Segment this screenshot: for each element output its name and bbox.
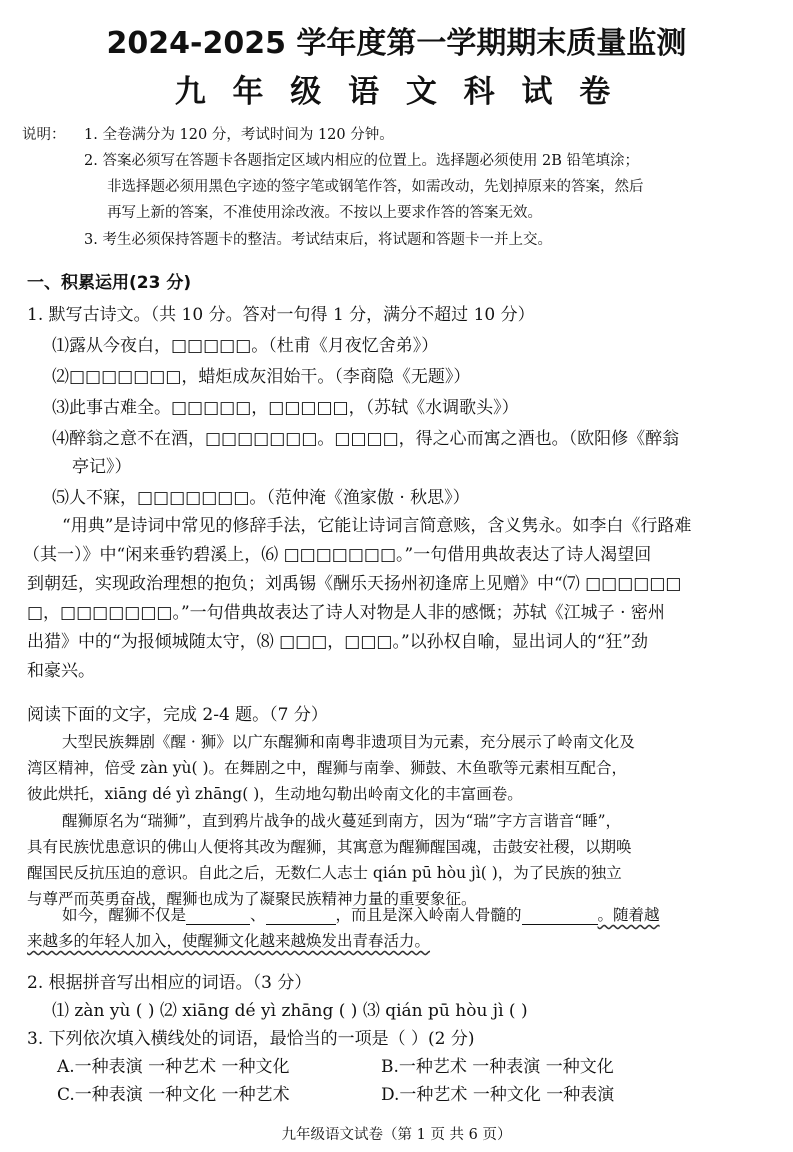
question-3-option-b: B.一种艺术 一种表演 一种文化 bbox=[381, 1057, 614, 1077]
instruction-item-1: 1. 全卷满分为 120 分，考试时间为 120 分钟。 bbox=[84, 127, 394, 143]
exam-title: 2024-2025 学年度第一学期期末质量监测 bbox=[106, 26, 687, 61]
exam-subtitle: 九 年 级 语 文 科 试 卷 bbox=[174, 74, 619, 110]
instruction-item-2-line-1: 2. 答案必须写在答题卡各题指定区域内相应的位置上。选择题必须使用 2B 铅笔填涂； bbox=[84, 153, 640, 169]
question-3-stem: 3. 下列依次填入横线处的词语，最恰当的一项是（ ）(2 分) bbox=[27, 1029, 475, 1049]
allusion-paragraph-line-5: 出猎》中的“为报倾城随太守，⑻ □□□，□□□。”以孙权自喻，显出词人的“狂”劲 bbox=[27, 632, 649, 652]
reading-p1-line-1: 大型民族舞剧《醒 · 狮》以广东醒狮和南粤非遗项目为元素，充分展示了岭南文化及 bbox=[62, 733, 635, 751]
allusion-paragraph-line-4: □，□□□□□□□。”一句借典故表达了诗人对物是人非的感慨；苏轼《江城子 · 密州 bbox=[27, 603, 665, 623]
allusion-paragraph-line-3: 到朝廷，实现政治理想的抱负；刘禹锡《酬乐天扬州初逢席上见赠》中“⑺ □□□□□□ bbox=[27, 574, 682, 594]
fill-blank-1[interactable] bbox=[186, 906, 250, 925]
poem-line-2: ⑵□□□□□□□，蜡炬成灰泪始干。（李商隐《无题》） bbox=[52, 367, 471, 387]
reading-p3-text-c: 。随着越 bbox=[597, 906, 660, 924]
reading-p2-line-4: 与尊严而英勇奋战，醒狮也成为了凝聚民族精神力量的重要象征。 bbox=[27, 890, 477, 908]
poem-line-3: ⑶此事古难全。□□□□□，□□□□□，（苏轼《水调歌头》） bbox=[52, 398, 519, 418]
instruction-item-3: 3. 考生必须保持答题卡的整洁。考试结束后，将试题和答题卡一并上交。 bbox=[84, 232, 552, 248]
instruction-item-2-line-3: 再写上新的答案，不准使用涂改液。不按以上要求作答的答案无效。 bbox=[107, 205, 542, 221]
reading-p3-line-1 bbox=[62, 903, 660, 925]
question-3-option-c: C.一种表演 一种文化 一种艺术 bbox=[57, 1085, 290, 1105]
reading-p1-line-2: 湾区精神，倍受 zàn yù( )。在舞剧之中，醒狮与南拳、狮鼓、木鱼歌等元素相互配合， bbox=[27, 759, 628, 777]
question-2-stem: 2. 根据拼音写出相应的词语。（3 分） bbox=[27, 973, 312, 993]
reading-p3-separator: 、 bbox=[250, 906, 266, 924]
allusion-paragraph-line-1: “用典”是诗词中常见的修辞手法，它能让诗词言简意赅，含义隽永。如李白《行路难 bbox=[62, 516, 692, 536]
poem-line-5: ⑸人不寐，□□□□□□□。（范仲淹《渔家傲 · 秋思》） bbox=[52, 488, 470, 508]
question-3-option-a: A.一种表演 一种艺术 一种文化 bbox=[57, 1057, 290, 1077]
poem-line-1: ⑴露从今夜白，□□□□□。（杜甫《月夜忆舍弟》） bbox=[52, 336, 439, 356]
allusion-paragraph-line-6: 和豪兴。 bbox=[27, 661, 95, 681]
reading-p3-text-a: 如今，醒狮不仅是 bbox=[62, 906, 187, 924]
instruction-item-2-line-2: 非选择题必须用黑色字迹的签字笔或钢笔作答，如需改动，先划掉原来的答案，然后 bbox=[107, 179, 644, 195]
poem-line-4a: ⑷醉翁之意不在酒，□□□□□□□。□□□□，得之心而寓之酒也。（欧阳修《醉翁 bbox=[52, 429, 680, 449]
reading-p1-line-3: 彼此烘托，xiāng dé yì zhāng( )，生动地勾勒出岭南文化的丰富画卷。 bbox=[27, 785, 523, 803]
question-2-items: ⑴ zàn yù ( ) ⑵ xiāng dé yì zhāng ( ) ⑶ qián pū hòu jì ( ) bbox=[52, 1001, 528, 1021]
reading-p3-text-b: ，而且是深入岭南人骨髓的 bbox=[335, 906, 522, 924]
fill-blank-3[interactable] bbox=[522, 906, 598, 925]
question-1-stem: 1. 默写古诗文。（共 10 分。答对一句得 1 分，满分不超过 10 分） bbox=[27, 305, 535, 325]
page-footer: 九年级语文试卷（第 1 页 共 6 页） bbox=[281, 1127, 512, 1143]
reading-p2-line-2: 具有民族忧患意识的佛山人便将其改为醒狮，其寓意为醒狮醒国魂，击鼓安社稷，以期唤 bbox=[27, 838, 632, 856]
fill-blank-2[interactable] bbox=[266, 906, 336, 925]
allusion-paragraph-line-2: （其一）》中“闲来垂钓碧溪上，⑹ □□□□□□□。”一句借用典故表达了诗人渴望回 bbox=[23, 545, 652, 565]
poem-line-4b: 亭记》） bbox=[72, 457, 132, 477]
reading-p3-line-2: 来越多的年轻人加入，使醒狮文化越来越焕发出青春活力。 bbox=[27, 932, 431, 950]
reading-p2-line-3: 醒国民反抗压迫的意识。自此之后，无数仁人志士 qián pū hòu jì( )，为了民族的独立 bbox=[27, 864, 622, 882]
reading-intro: 阅读下面的文字，完成 2-4 题。（7 分） bbox=[27, 705, 328, 725]
section-heading: 一、积累运用(23 分) bbox=[27, 273, 192, 293]
instructions-label: 说明： bbox=[22, 127, 66, 143]
question-3-option-d: D.一种艺术 一种文化 一种表演 bbox=[381, 1085, 615, 1105]
reading-p2-line-1: 醒狮原名为“瑞狮”，直到鸦片战争的战火蔓延到南方，因为“瑞”字方言谐音“睡”， bbox=[62, 812, 622, 830]
